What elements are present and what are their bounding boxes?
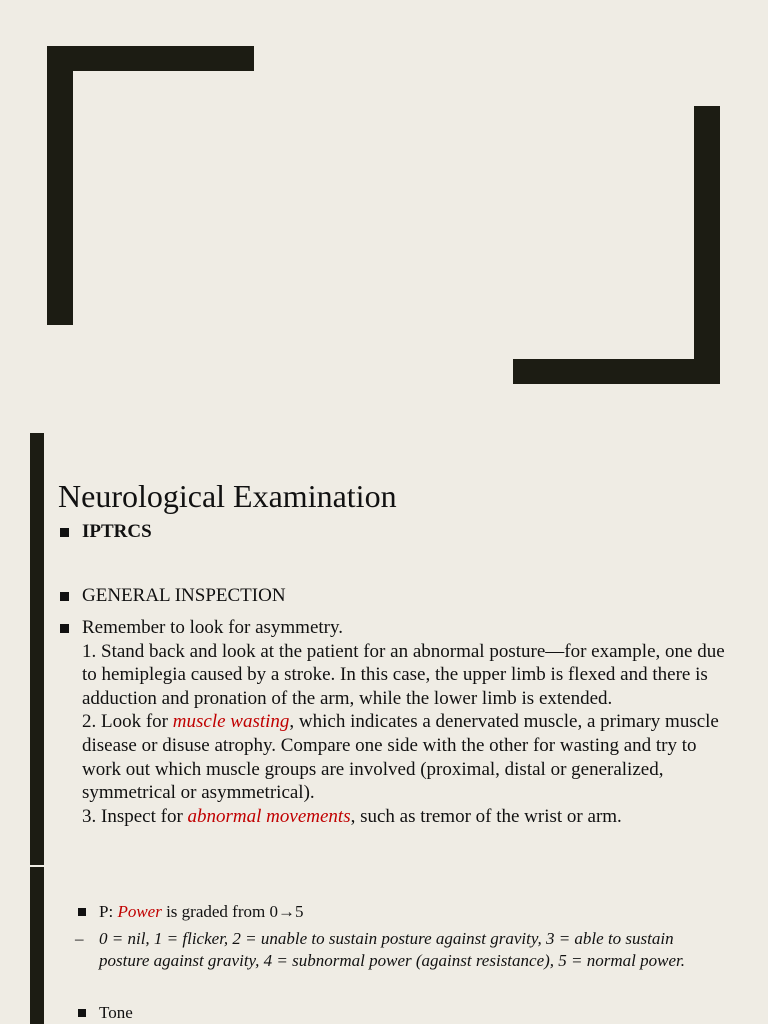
slide-accent-bar (30, 867, 44, 1024)
point-3 (82, 805, 732, 829)
frame-corner-bottom-right-horizontal (513, 359, 720, 384)
dash-bullet-icon: – (75, 929, 84, 948)
point-3-rest: , such as tremor of the wrist or arm. (350, 805, 622, 827)
power-text (99, 901, 719, 923)
point-1: 1. Stand back and look at the patient for an abnormal posture—for example, one due to hemiplegia caused by a stroke. In this case, the upper limb is flexed and there is adduction and pronation of the arm, while the lower limb is extended. (82, 640, 725, 709)
square-bullet-icon (60, 592, 69, 601)
remember-line: Remember to look for asymmetry. (82, 617, 344, 638)
power-prefix: P: (99, 902, 118, 921)
slide-title: Neurological Examination (58, 478, 397, 514)
frame-corner-top-left-vertical (47, 46, 73, 325)
point-2-prefix: 2. Look for (82, 711, 173, 733)
square-bullet-icon (78, 908, 86, 916)
tone-text: Tone (99, 1003, 133, 1022)
bullet-text: IPTRCS (82, 521, 152, 542)
point-2 (82, 710, 732, 804)
slide-accent-bar (30, 433, 44, 865)
square-bullet-icon (60, 624, 69, 633)
grades-text: 0 = nil, 1 = flicker, 2 = unable to sustain posture against gravity, 3 = able to sustain posture against gravity, 4 = subnormal power (against resistance), 5 = normal power. (99, 929, 685, 970)
square-bullet-icon (60, 528, 69, 537)
square-bullet-icon (78, 1009, 86, 1017)
point-2-rest: , which indicates a denervated muscle, a primary muscle disease or disuse atrophy. Compare one side with the other for wasting and try to work out which muscle groups are involved (proximal, distal or generalized, symmetrical or asymmetrical). (82, 711, 719, 804)
highlight-power: Power (117, 902, 162, 921)
bullet-paragraph (82, 616, 732, 828)
point-3-prefix: 3. Inspect for (82, 805, 188, 827)
power-suffix: is graded from 0→5 (161, 902, 304, 921)
highlight-abnormal-movements: abnormal movements (187, 805, 351, 827)
bullet-text: GENERAL INSPECTION (82, 585, 286, 606)
highlight-muscle-wasting: muscle wasting (172, 711, 290, 733)
frame-corner-bottom-right-vertical (694, 106, 720, 384)
frame-corner-top-left-horizontal (47, 46, 254, 71)
